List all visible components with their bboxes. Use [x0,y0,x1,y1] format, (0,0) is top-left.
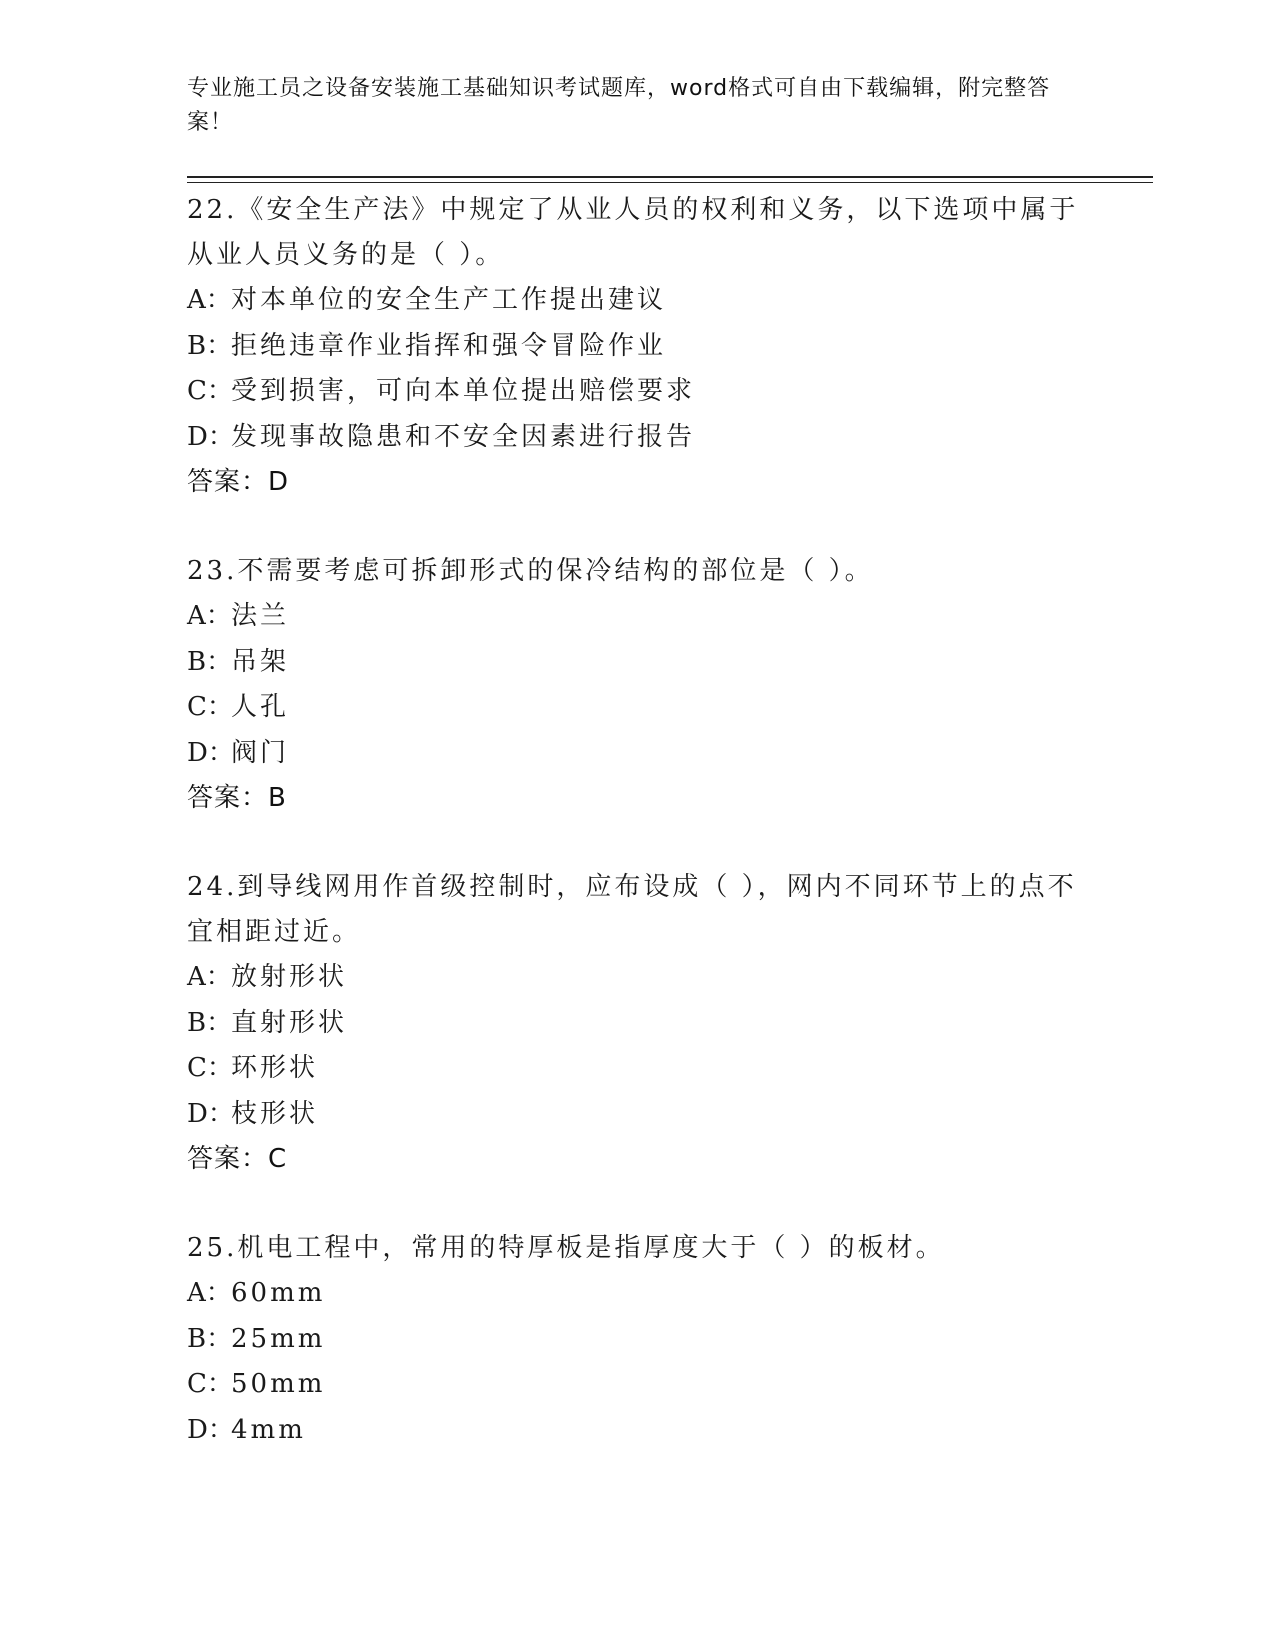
option-text: 环形状 [231,1053,319,1083]
option-letter: B： [187,1323,233,1354]
question-stem: 23.不需要考虑可拆卸形式的保冷结构的部位是（ ）。 [187,556,874,586]
option-d [187,1092,1087,1138]
option-c [187,1362,1087,1408]
option-letter: B： [187,1007,233,1038]
option-letter: D： [187,421,234,452]
option-c [187,1046,1087,1092]
document-header: 专业施工员之设备安装施工基础知识考试题库，word格式可自由下载编辑，附完整答案！ [187,76,1051,135]
option-text: 吊架 [231,646,290,677]
option-text: 拒绝违章作业指挥和强令冒险作业 [231,330,667,361]
option-text: 人孔 [231,692,290,722]
question-22 [187,188,1087,505]
header-divider-thick [187,176,1153,178]
option-text: 直射形状 [231,1007,348,1038]
option-letter: C： [187,1053,233,1083]
option-d [187,415,1087,461]
header-divider-thin [187,182,1153,183]
option-letter: D： [187,737,234,768]
option-a [187,955,1087,1001]
option-text: 4mm [231,1414,306,1445]
option-text: 受到损害，可向本单位提出赔偿要求 [231,376,696,406]
option-text: 阀门 [231,737,290,768]
answer: 答案：D [187,467,290,497]
question-spacer [187,505,1087,549]
option-d [187,731,1087,777]
option-c [187,369,1087,415]
question-spacer [187,1182,1087,1226]
option-d [187,1408,1087,1454]
option-b [187,1317,1087,1363]
option-letter: A： [187,285,232,315]
option-text: 法兰 [231,601,290,631]
question-23 [187,549,1087,821]
option-letter: B： [187,330,233,361]
option-letter: A： [187,962,232,992]
option-text: 发现事故隐患和不安全因素进行报告 [231,421,696,452]
answer: 答案：B [187,783,287,813]
question-stem: 25.机电工程中，常用的特厚板是指厚度大于（ ）的板材。 [187,1233,945,1263]
option-letter: C： [187,692,233,722]
option-letter: C： [187,1369,233,1399]
option-b [187,1001,1087,1047]
option-b [187,324,1087,370]
option-a [187,278,1087,324]
option-a [187,594,1087,640]
option-text: 枝形状 [231,1098,319,1129]
option-letter: D： [187,1098,234,1129]
answer: 答案：C [187,1144,288,1174]
option-text: 对本单位的安全生产工作提出建议 [231,285,667,315]
option-a [187,1271,1087,1317]
option-letter: A： [187,601,232,631]
option-c [187,685,1087,731]
option-text: 50mm [231,1369,326,1399]
option-b [187,640,1087,686]
option-text: 放射形状 [231,962,348,992]
question-spacer [187,821,1087,865]
question-25 [187,1226,1087,1453]
question-24 [187,865,1087,1182]
question-stem: 22.《安全生产法》中规定了从业人员的权利和义务，以下选项中属于从业人员义务的是（ ）。 [187,195,1079,270]
option-letter: D： [187,1414,234,1445]
option-text: 60mm [231,1278,326,1308]
option-letter: C： [187,376,233,406]
question-list [187,188,1087,1453]
option-letter: B： [187,646,233,677]
question-stem: 24.到导线网用作首级控制时，应布设成（ ），网内不同环节上的点不宜相距过近。 [187,872,1077,947]
option-text: 25mm [231,1323,326,1354]
option-letter: A： [187,1278,232,1308]
